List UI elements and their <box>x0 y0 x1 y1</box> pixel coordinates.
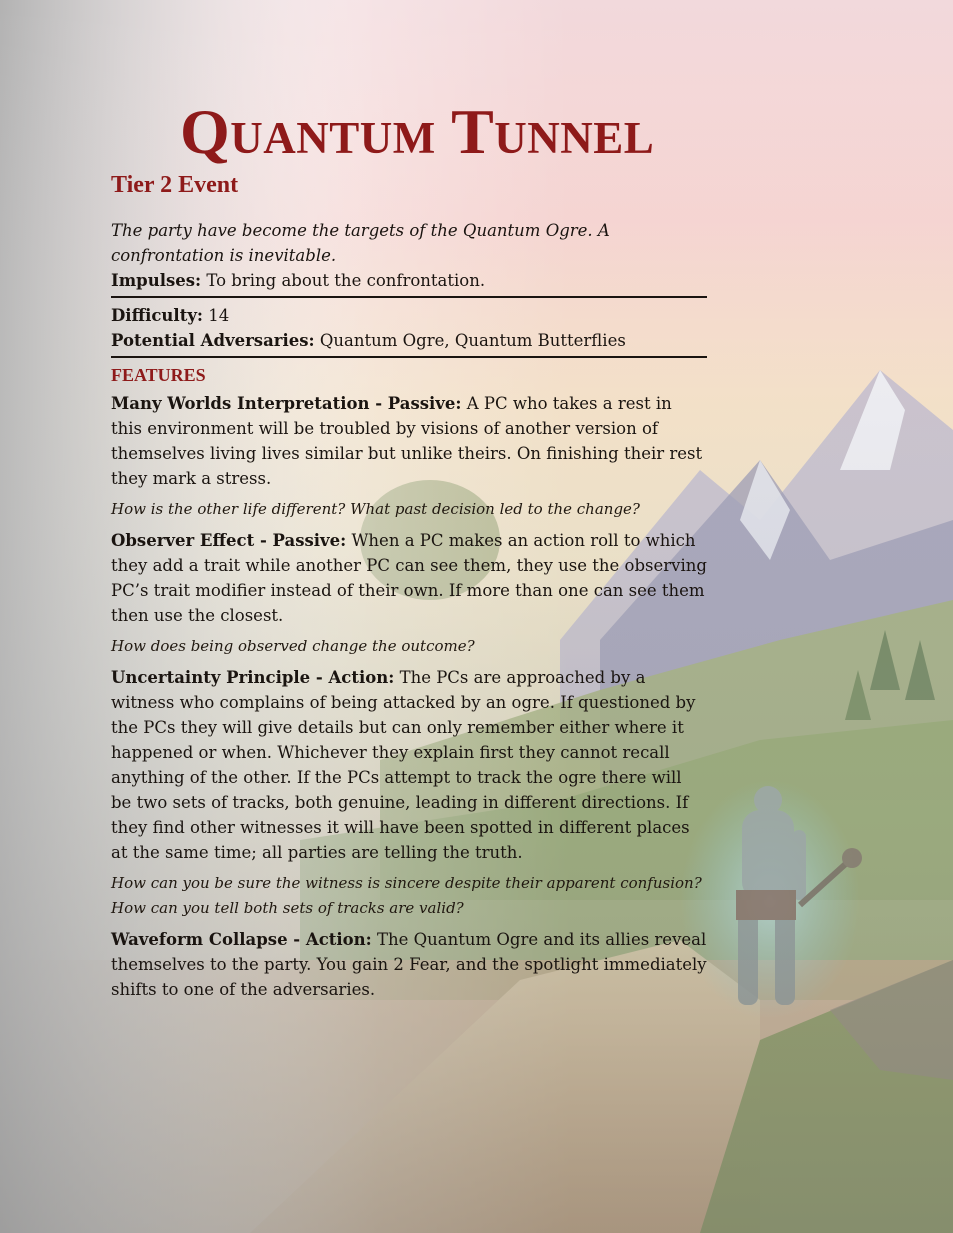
adversaries-value: Quantum Ogre, Quantum Butterflies <box>319 331 626 350</box>
feature-uncertainty-principle <box>111 665 707 865</box>
feature-name: Observer Effect - Passive: <box>111 531 347 550</box>
feature-question: How is the other life different? What past decision led to the change? <box>111 500 640 518</box>
feature-name: Waveform Collapse - Action: <box>111 930 372 949</box>
features-heading: FEATURES <box>111 365 206 385</box>
feature-observer-effect <box>111 528 707 628</box>
feature-text: A PC who takes a rest in this environment will be troubled by visions of another version of themselves living lives similar but unlike theirs. On finishing their rest they mark a stress. <box>111 394 703 488</box>
difficulty-label: Difficulty: <box>111 306 203 325</box>
event-description: The party have become the targets of the Quantum Ogre. A confrontation is inevitable. <box>111 221 610 265</box>
page-subtitle: Tier 2 Event <box>111 172 239 198</box>
adversaries-label: Potential Adversaries: <box>111 331 315 350</box>
adversaries-line <box>111 328 707 353</box>
feature-waveform-collapse <box>111 927 707 1002</box>
feature-text: The Quantum Ogre and its allies reveal themselves to the party. You gain 2 Fear, and the spotlight immediately shifts to one of the adversaries. <box>111 930 707 999</box>
feature-many-worlds <box>111 391 707 491</box>
page-title: Quantum Tunnel <box>180 96 655 167</box>
feature-name: Uncertainty Principle - Action: <box>111 668 395 687</box>
divider <box>111 356 707 358</box>
feature-name: Many Worlds Interpretation - Passive: <box>111 394 462 413</box>
impulses-line <box>111 268 707 293</box>
feature-text: When a PC makes an action roll to which they add a trait while another PC can see them, they use the observing PC’s trait modifier instead of their own. If more than one can see them then use the closest. <box>111 531 707 625</box>
divider <box>111 296 707 298</box>
impulses-value: To bring about the confrontation. <box>206 271 486 290</box>
feature-question: How does being observed change the outcome? <box>111 637 475 655</box>
impulses-label: Impulses: <box>111 271 202 290</box>
difficulty-line <box>111 303 707 328</box>
content <box>111 218 707 1008</box>
feature-text: The PCs are approached by a witness who complains of being attacked by an ogre. If questioned by the PCs they will give details but can only remember either where it happened or when. Whichever they explain first they cannot recall anything of the other. If the PCs attempt to track the ogre there will be two sets of tracks, both genuine, leading in different directions. If they find other witnesses it will have been spotted in different places at the same time; all parties are telling the truth. <box>111 668 696 862</box>
feature-question: How can you be sure the witness is sincere despite their apparent confusion? How can you tell both sets of tracks are valid? <box>111 874 702 917</box>
difficulty-value: 14 <box>208 306 230 325</box>
